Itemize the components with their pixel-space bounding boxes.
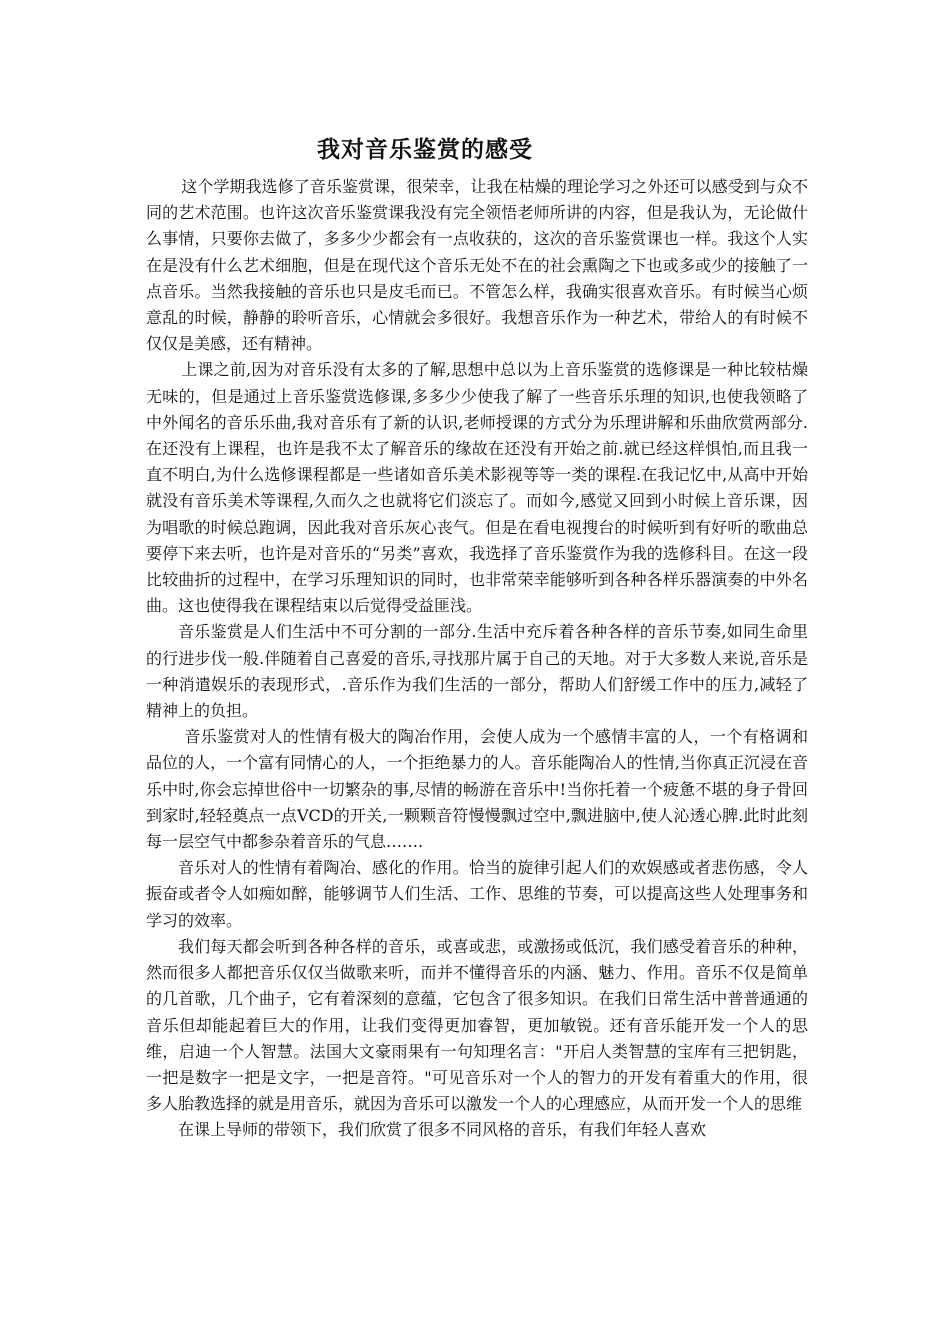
- paragraph-6: 我们每天都会听到各种各样的音乐，或喜或悲，或激扬或低沉，我们感受着音乐的种种，然而很多人都把音乐仅仅当做歌来听，而并不懂得音乐的内涵、魅力、作用。音乐不仅是简单的几首歌，几个曲子，它有着深刻的意蕴，它包含了很多知识。在我们日常生活中普普通通的音乐但却能起着巨大的作用，让我们变得更加睿智，更加敏锐。还有音乐能开发一个人的思维，启迪一个人智慧。法国大文豪雨果有一句知理名言："开启人类智慧的宝库有三把钥匙，一把是数字一把是文字，一把是音符。"可见音乐对一个人的智力的开发有着重大的作用，很多人胎教选择的就是用音乐，就因为音乐可以激发一个人的心理感应，从而开发一个人的思维: [146, 936, 808, 1114]
- paragraph-7: 在课上导师的带领下，我们欣赏了很多不同风格的音乐，有我们年轻人喜欢: [178, 1120, 707, 1140]
- paragraph-2: 上课之前,因为对音乐没有太多的了解,思想中总以为上音乐鉴赏的选修课是一种比较枯燥无味的，但是通过上音乐鉴赏选修课,多多少少使我了解了一些音乐乐理的知识,也使我领略了中外闻名的音乐乐曲,我对音乐有了新的认识,老师授课的方式分为乐理讲解和乐曲欣赏两部分.在还没有上课程，也许是我不太了解音乐的缘故在还没有开始之前.就已经这样惧怕,而且我一直不明白,为什么选修课程都是一些诸如音乐美术影视等等一类的课程.在我记忆中,从高中开始就没有音乐美术等课程,久而久之也就将它们淡忘了。而如今,感觉又回到小时候上音乐课，因为唱歌的时候总跑调，因此我对音乐灰心丧气。但是在看电视搜台的时候听到有好听的歌曲总要停下来去听，也许是对音乐的“另类”喜欢，我选择了音乐鉴赏作为我的选修科目。在这一段比较曲折的过程中，在学习乐理知识的同时，也非常荣幸能够听到各种各样乐器演奏的中外名曲。这也使得我在课程结束以后觉得受益匪浅。: [146, 360, 808, 616]
- paragraph-3: 音乐鉴赏是人们生活中不可分割的一部分.生活中充斥着各种各样的音乐节奏,如同生命里的行进步伐一般.伴随着自己喜爱的音乐,寻找那片属于自己的天地。对于大多数人来说,音乐是一种消遣娱乐的表现形式，.音乐作为我们生活的一部分，帮助人们舒缓工作中的压力,减轻了精神上的负担。: [146, 622, 808, 721]
- paragraph-5: 音乐对人的性情有着陶冶、感化的作用。恰当的旋律引起人们的欢娱感或者悲伤感，令人振奋或者令人如痴如醉，能够调节人们生活、工作、思维的节奏，可以提高这些人处理事务和学习的效率。: [146, 858, 808, 930]
- document-title: 我对音乐鉴赏的感受: [317, 136, 533, 163]
- document-body: [146, 174, 808, 1144]
- paragraph-1: 这个学期我选修了音乐鉴赏课，很荣幸，让我在枯燥的理论学习之外还可以感受到与众不同的艺术范围。也许这次音乐鉴赏课我没有完全领悟老师所讲的内容，但是我认为，无论做什么事情，只要你去做了，多多少少都会有一点收获的，这次的音乐鉴赏课也一样。我这个人实在是没有什么艺术细胞，但是在现代这个音乐无处不在的社会熏陶之下也或多或少的接触了一点音乐。当然我接触的音乐也只是皮毛而已。不管怎么样，我确实很喜欢音乐。有时候当心烦意乱的时候，静静的聆听音乐，心情就会多很好。我想音乐作为一种艺术，带给人的有时候不仅仅是美感，还有精神。: [146, 177, 808, 354]
- paragraph-4: 音乐鉴赏对人的性情有极大的陶冶作用，会使人成为一个感情丰富的人，一个有格调和品位的人，一个富有同情心的人，一个拒绝暴力的人。音乐能陶冶人的性情,当你真正沉浸在音乐中时,你会忘掉世俗中一切繁杂的事,尽情的畅游在音乐中!当你托着一个疲惫不堪的身子骨回到家时,轻轻奠点一点VCD的开关,一颗颗音符慢慢飘过空中,飘进脑中,使人沁透心脾.此时此刻每一层空气中都参杂着音乐的气息…….: [146, 727, 808, 852]
